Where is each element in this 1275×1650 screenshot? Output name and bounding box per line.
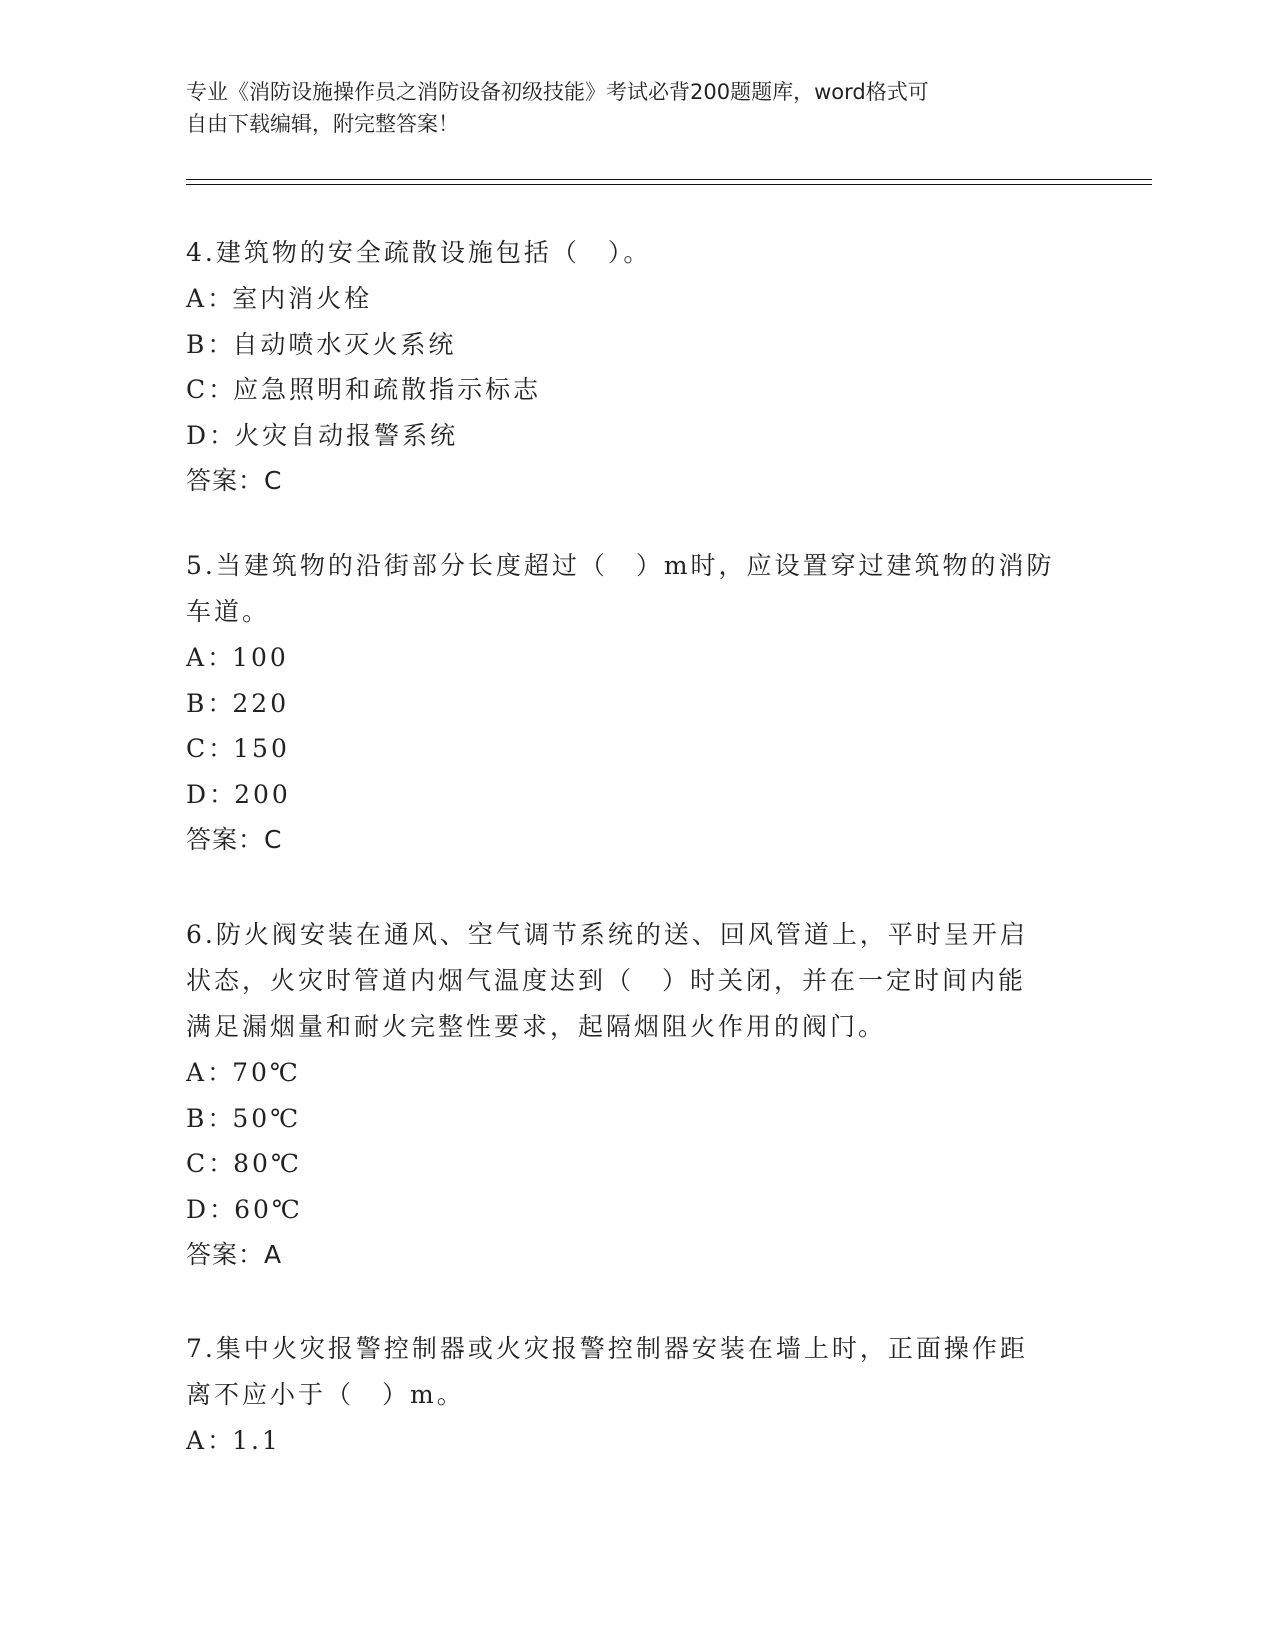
question-text-line-1: 5.当建筑物的沿街部分长度超过（ ）m时，应设置穿过建筑物的消防 bbox=[186, 551, 1055, 580]
option-d: D：火灾自动报警系统 bbox=[186, 420, 459, 450]
header-line-1: 专业《消防设施操作员之消防设备初级技能》考试必背200题题库，word格式可 bbox=[186, 80, 929, 104]
option-c: C：80℃ bbox=[186, 1149, 302, 1178]
header-divider-bottom bbox=[186, 184, 1152, 185]
question-text-line-2: 离不应小于（ ）m。 bbox=[186, 1380, 465, 1409]
question-text-line-1: 7.集中火灾报警控制器或火灾报警控制器安装在墙上时，正面操作距 bbox=[186, 1334, 1028, 1363]
question-text: 4.建筑物的安全疏散设施包括（ ）。 bbox=[186, 238, 652, 267]
question-6 bbox=[186, 912, 1086, 1277]
header-line-2: 自由下载编辑，附完整答案！ bbox=[186, 112, 459, 136]
option-d: D：200 bbox=[186, 779, 291, 809]
answer: 答案：A bbox=[186, 1240, 283, 1269]
header-divider-top bbox=[186, 179, 1152, 180]
question-text-line-2: 状态，火灾时管道内烟气温度达到（ ）时关闭，并在一定时间内能 bbox=[186, 966, 1027, 995]
document-header bbox=[186, 76, 1086, 140]
question-text-line-3: 满足漏烟量和耐火完整性要求，起隔烟阻火作用的阀门。 bbox=[186, 1012, 887, 1041]
option-b: B：50℃ bbox=[186, 1103, 302, 1133]
question-text-line-2: 车道。 bbox=[186, 597, 271, 626]
question-text-line-1: 6.防火阀安装在通风、空气调节系统的送、回风管道上，平时呈开启 bbox=[186, 920, 1028, 949]
question-7 bbox=[186, 1326, 1086, 1464]
option-b: B：220 bbox=[186, 688, 290, 718]
option-a: A：70℃ bbox=[186, 1058, 301, 1087]
question-5 bbox=[186, 543, 1086, 862]
question-4 bbox=[186, 230, 1086, 503]
answer: 答案：C bbox=[186, 825, 283, 854]
option-b: B：自动喷水灭火系统 bbox=[186, 329, 457, 359]
option-d: D：60℃ bbox=[186, 1194, 303, 1224]
option-a: A：室内消火栓 bbox=[186, 284, 373, 313]
option-c: C：150 bbox=[186, 734, 290, 763]
option-a: A：1.1 bbox=[186, 1426, 281, 1455]
answer: 答案：C bbox=[186, 466, 283, 495]
option-c: C：应急照明和疏散指示标志 bbox=[186, 375, 542, 404]
option-a: A：100 bbox=[186, 643, 289, 672]
